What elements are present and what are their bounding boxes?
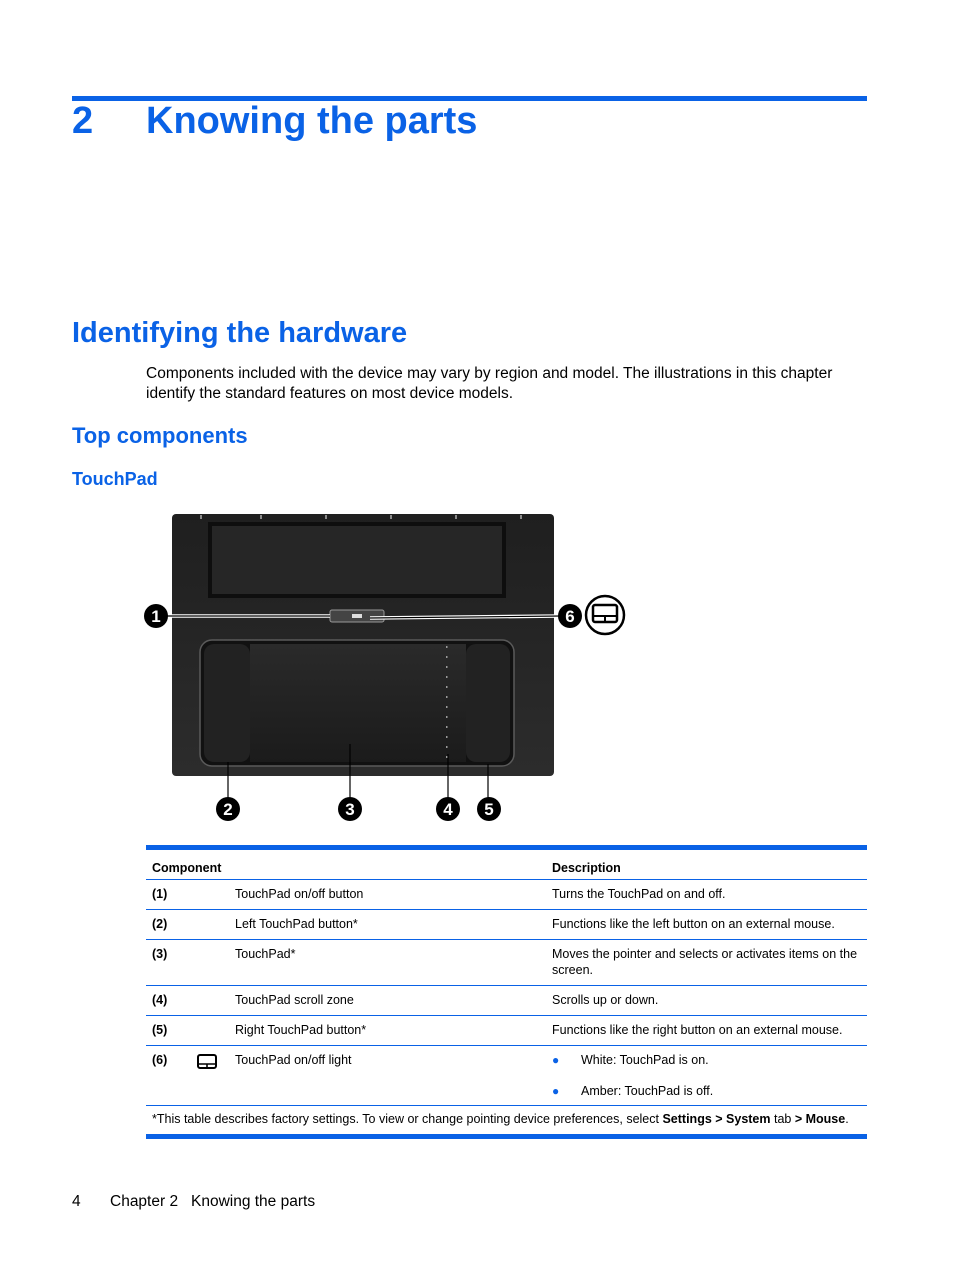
row-description: Turns the TouchPad on and off. [552,887,726,901]
subsubsection-title: TouchPad [72,469,158,489]
footnote-suffix: . [845,1112,849,1126]
callout-6-label: 6 [565,607,575,626]
callout-3-label: 3 [345,800,355,819]
row-description: Scrolls up or down. [552,993,659,1007]
page-footer [72,1193,315,1211]
bullet-dot: ● [552,1084,560,1098]
chapter-number: 2 [72,100,94,142]
row-component: TouchPad on/off light [235,1053,352,1067]
row-number: (2) [152,917,168,931]
table-row [146,1016,867,1046]
row-description: Moves the pointer and selects or activates items on the screen. [552,947,858,977]
section-title: Identifying the hardware [72,317,408,349]
touchpad-light-icon [196,1052,218,1074]
table-footnote [146,1106,867,1134]
page-number: 4 [72,1193,81,1210]
table-row [146,1046,867,1106]
table-row [146,986,867,1016]
touchpad-light-icon-large [586,596,624,634]
callout-1-label: 1 [151,607,161,626]
row-number: (5) [152,1023,168,1037]
table-row [146,880,867,910]
subsection-title: Top components [72,423,248,448]
right-touchpad-button [466,644,510,762]
chapter-heading [72,100,477,143]
header-description: Description [552,861,621,875]
row-number: (4) [152,993,168,1007]
row-component: Right TouchPad button* [235,1023,367,1037]
callout-4-label: 4 [443,800,453,819]
footnote-text: *This table describes factory settings. To view or change pointing device preferences, select [152,1112,663,1126]
row-number: (6) [152,1053,168,1067]
row-component: TouchPad* [235,947,296,961]
footnote-bold-mouse: > Mouse [794,1112,846,1126]
footnote-bold-settings: Settings > System [662,1112,771,1126]
touchpad-surface [250,644,466,762]
callout-5-label: 5 [484,800,494,819]
left-touchpad-button [204,644,250,762]
chapter-title: Knowing the parts [146,100,478,142]
footnote-middle: tab [770,1112,795,1126]
row-number: (3) [152,947,168,961]
row-description: Functions like the left button on an external mouse. [552,917,835,931]
row-component: TouchPad on/off button [235,887,364,901]
bullet-text: White: TouchPad is on. [581,1053,709,1067]
bullet-dot: ● [552,1053,560,1067]
callout-2-label: 2 [223,800,233,819]
row-component: Left TouchPad button* [235,917,358,931]
header-component: Component [152,861,222,875]
row-number: (1) [152,887,168,901]
spacebar [210,524,504,596]
touchpad-illustration [142,506,632,832]
intro-paragraph: Components included with the device may vary by region and model. The illustrations in this chapter identify the standard features on most device models. [146,365,833,402]
components-table [146,845,867,1139]
bullet-text: Amber: TouchPad is off. [581,1084,714,1098]
footer-chapter: Chapter 2 Knowing the parts [110,1193,316,1210]
table-row [146,910,867,940]
table-row [146,940,867,986]
row-component: TouchPad scroll zone [235,993,354,1007]
row-description: Functions like the right button on an external mouse. [552,1023,843,1037]
table-header-row [146,850,867,880]
